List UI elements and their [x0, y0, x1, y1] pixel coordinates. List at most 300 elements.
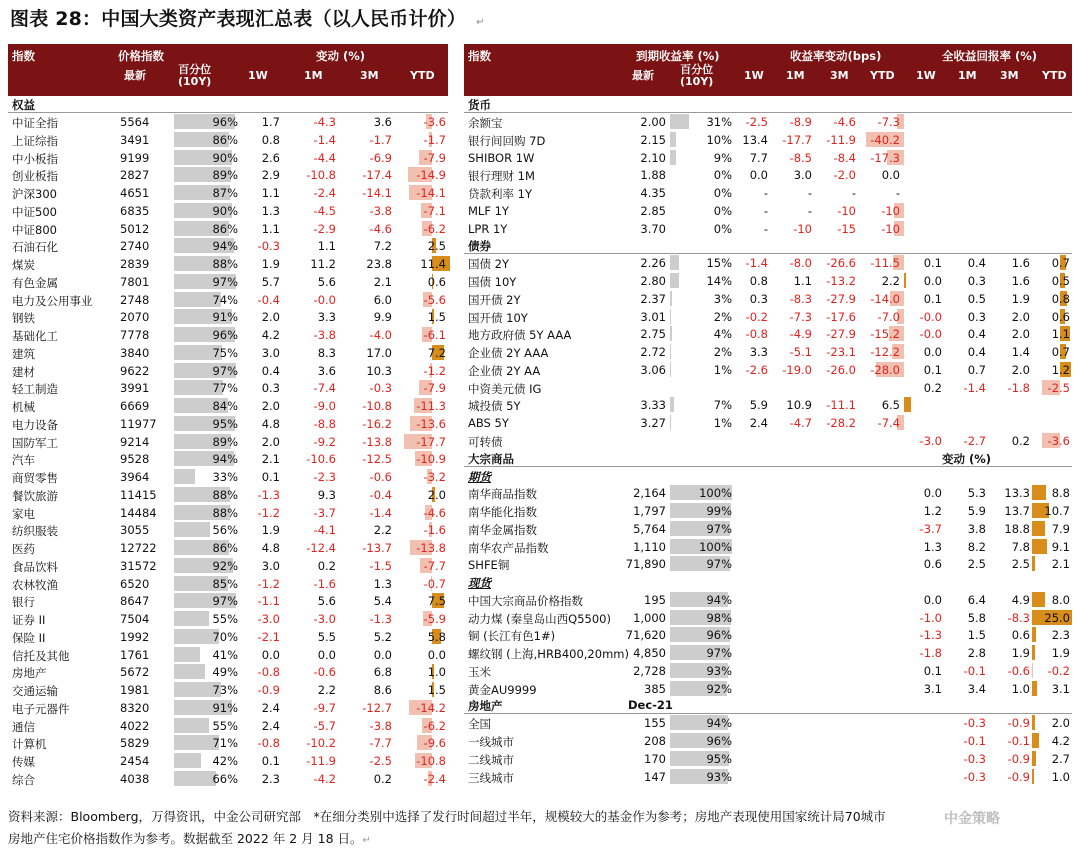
latest-value: 9528	[120, 452, 150, 467]
change-3m: -11.9	[826, 132, 856, 147]
change-1w: -1.2	[257, 505, 280, 520]
section-label: 债券	[468, 239, 491, 254]
section-header	[464, 697, 1072, 714]
watermark: 中金策略	[944, 811, 1000, 827]
header-ytd: YTD	[410, 69, 435, 82]
change-ytd: -7.4	[877, 416, 900, 430]
change-1m: -0.3	[963, 751, 986, 766]
change-1w: 1.1	[261, 186, 280, 200]
percentile-value: 3%	[713, 291, 732, 306]
table-row	[8, 202, 448, 220]
change-1m: 3.8	[967, 521, 986, 536]
percentile-value: 87%	[212, 186, 238, 200]
change-1m: -10.6	[306, 452, 336, 467]
change-1w: -2.5	[745, 115, 768, 129]
row-label: 医药	[12, 542, 35, 556]
latest-value: 2.72	[640, 345, 666, 359]
change-ytd: -10.9	[416, 452, 446, 467]
latest-value: 3.06	[640, 362, 666, 377]
change-1w: -0.8	[257, 736, 280, 751]
change-1w: -0.4	[257, 292, 280, 307]
change-ytd: 2.5	[427, 239, 446, 254]
table-row	[8, 504, 448, 522]
header-yield-change: 收益率变动(bps)	[790, 49, 882, 63]
table-row	[464, 220, 1072, 238]
change-3m: 1.3	[373, 576, 392, 591]
latest-value: 71,890	[625, 557, 666, 572]
change-ytd: 0.0	[881, 168, 900, 183]
change-1m: -0.1	[963, 663, 986, 678]
change-ytd: -0.7	[423, 576, 446, 591]
table-row	[464, 732, 1072, 750]
row-label: 可转债	[468, 434, 503, 449]
row-label: 中资美元债 IG	[468, 381, 542, 396]
table-row	[464, 591, 1072, 609]
change-3m: -17.4	[362, 168, 392, 183]
change-3m: -8.4	[833, 150, 856, 165]
change-ytd: -1.6	[423, 523, 446, 538]
latest-value: 2.75	[640, 327, 666, 342]
latest-value: 31572	[120, 558, 157, 573]
return-ytd: 0.7	[1051, 345, 1070, 359]
row-label: 黄金AU9999	[468, 682, 537, 697]
change-3m: -0.6	[1007, 663, 1030, 678]
change-1m: -11.9	[306, 754, 336, 768]
change-ytd: -0.2	[1047, 663, 1070, 678]
other-assets-table	[464, 44, 1072, 785]
footer-note	[8, 806, 1078, 852]
change-1w: -1.0	[919, 610, 942, 625]
return-3m: 2.0	[1011, 362, 1030, 377]
header-ytm: 到期收益率 (%)	[636, 49, 720, 63]
change-1w: -1.3	[919, 628, 942, 643]
table-row	[8, 450, 448, 468]
change-3m: -12.5	[362, 452, 392, 467]
table-row	[8, 308, 448, 326]
change-1m: -3.7	[313, 505, 336, 520]
table-row	[8, 575, 448, 593]
change-3m: -1.3	[369, 612, 392, 626]
change-1w: 2.1	[261, 452, 280, 467]
change-ytd: -10	[881, 221, 900, 236]
row-label: 动力煤 (秦皇岛山西Q5500)	[468, 611, 611, 626]
return-3m: 1.6	[1011, 256, 1030, 271]
percentile-value: 74%	[212, 292, 238, 307]
latest-value: 208	[644, 734, 666, 748]
row-label: 农林牧渔	[12, 577, 58, 592]
row-label: ABS 5Y	[468, 416, 509, 430]
percentile-value: 96%	[706, 734, 732, 748]
row-label: 国开债 2Y	[468, 292, 521, 307]
table-row	[464, 768, 1072, 786]
return-1m: 0.4	[967, 256, 986, 271]
latest-value: 11415	[120, 487, 157, 502]
change-ytd: -4.6	[423, 505, 446, 520]
change-3m: -4.6	[369, 221, 392, 236]
change-1m: 3.6	[317, 363, 336, 378]
latest-value: 9214	[120, 434, 150, 449]
change-1w: 2.4	[261, 700, 280, 715]
subsection-row	[464, 467, 1072, 485]
latest-value: 2.80	[640, 274, 666, 288]
latest-value: 2,164	[633, 486, 666, 501]
table-row	[464, 644, 1072, 662]
return-1w: -0.0	[919, 309, 942, 324]
change-ytd: -7.0	[877, 309, 900, 324]
return-1w: -0.0	[919, 327, 942, 342]
change-1m: -10	[793, 221, 812, 236]
row-label: 纺织服装	[12, 524, 58, 539]
table-row	[464, 396, 1072, 414]
change-1w: 1.1	[261, 221, 280, 236]
change-ytd: -10.8	[416, 754, 446, 768]
change-1m: 5.5	[317, 629, 336, 644]
change-ytd: -7.7	[423, 558, 446, 573]
change-ytd: 10.7	[1044, 504, 1070, 518]
table-row	[464, 662, 1072, 680]
return-1m: 0.3	[967, 309, 986, 324]
table-row	[8, 184, 448, 202]
percentile-value: 9%	[713, 150, 732, 165]
row-label: 上证综指	[12, 133, 58, 148]
change-3m: -2.5	[369, 754, 392, 768]
change-1m: -19.0	[782, 362, 812, 377]
table-row	[8, 433, 448, 451]
change-ytd: -6.2	[423, 221, 446, 236]
row-label: 证券 II	[12, 613, 46, 627]
change-1m: -1.4	[313, 132, 336, 147]
row-label: 电子元器件	[12, 701, 70, 716]
change-1w: 4.2	[261, 328, 280, 342]
header-percentile: 百分位 (10Y)	[178, 63, 212, 88]
return-3m: 1.9	[1011, 291, 1030, 306]
change-ytd: 11.4	[420, 257, 446, 271]
return-3m: 1.4	[1011, 345, 1030, 359]
change-ytd: -40.2	[870, 132, 900, 147]
header-latest: 最新	[632, 69, 654, 82]
change-ytd: -13.6	[416, 416, 446, 431]
change-1w: 2.6	[261, 150, 280, 165]
table-row	[8, 592, 448, 610]
change-3m: 4.9	[1011, 592, 1030, 607]
change-1m: 9.3	[317, 487, 336, 502]
change-1m: 1.1	[793, 274, 812, 288]
change-1m: -3.8	[313, 328, 336, 342]
change-1w: 1.7	[261, 115, 280, 129]
table-row	[8, 220, 448, 238]
row-label: 石油石化	[12, 240, 58, 255]
change-3m: -23.1	[826, 345, 856, 359]
row-label: 玉米	[468, 664, 491, 679]
percentile-value: 88%	[212, 487, 238, 502]
return-1w: 0.1	[923, 256, 942, 271]
change-ytd: -14.1	[416, 186, 446, 200]
latest-value: 5564	[120, 115, 150, 129]
change-3m: -28.2	[826, 416, 856, 430]
change-1w: 4.8	[261, 416, 280, 431]
percentile-value: 1%	[713, 362, 732, 377]
change-1w: 1.9	[261, 523, 280, 538]
return-1m: 0.7	[967, 362, 986, 377]
change-ytd: -7.9	[423, 150, 446, 165]
row-label: 中小板指	[12, 151, 58, 166]
row-label: 国债 2Y	[468, 257, 509, 272]
header-1m: 1M	[786, 69, 805, 82]
change-1m: 6.4	[967, 592, 986, 607]
row-label: 建材	[12, 364, 35, 379]
change-3m: 1.9	[1011, 646, 1030, 660]
row-label: 国防军工	[12, 435, 58, 450]
row-label: 家电	[12, 506, 35, 521]
change-1w: 0.0	[923, 592, 942, 607]
change-1m: -7.4	[313, 381, 336, 396]
header-latest: 最新	[124, 69, 146, 82]
change-1w: 2.4	[261, 718, 280, 733]
latest-value: 4.35	[640, 186, 666, 200]
latest-value: 9622	[120, 363, 150, 378]
row-label: 银行理财 1M	[468, 169, 535, 184]
table-row	[8, 237, 448, 255]
change-1w: 1.3	[923, 539, 942, 554]
section-equity: 权益	[8, 96, 448, 113]
change-3m: -13.8	[362, 434, 392, 449]
change-1m: -9.2	[313, 434, 336, 449]
change-1m: -1.6	[313, 576, 336, 591]
percentile-value: 96%	[212, 115, 238, 129]
change-3m: -1.7	[369, 132, 392, 147]
change-ytd: -17.7	[416, 434, 446, 449]
change-3m: -27.9	[826, 327, 856, 342]
change-1m: 5.9	[967, 504, 986, 518]
percentile-value: 95%	[212, 416, 238, 431]
percentile-value: 0%	[713, 168, 732, 183]
return-1m: 0.4	[967, 345, 986, 359]
latest-value: 2.37	[640, 291, 666, 306]
change-1m: -4.1	[313, 523, 336, 538]
change-ytd: -	[895, 186, 900, 200]
change-1w: 0.1	[261, 754, 280, 768]
change-3m: -13.2	[826, 274, 856, 288]
change-ytd: -13.8	[416, 541, 446, 555]
change-ytd: 1.5	[427, 310, 446, 325]
change-1m: 10.9	[786, 398, 812, 413]
percentile-value: 97%	[706, 521, 732, 536]
header-index: 指数	[12, 49, 35, 63]
row-label: 交通运输	[12, 684, 58, 698]
latest-value: 1992	[120, 629, 150, 644]
change-1m: -10.2	[306, 736, 336, 751]
footer-line-1: 资料来源：Bloomberg，万得资讯，中金公司研究部 *在细分类别中选择了发行时间超过半年，规模较大的基金作为参考；房地产表现使用国家统计局70城市	[8, 809, 886, 824]
change-1m: -12.4	[306, 541, 336, 555]
latest-value: 1761	[120, 647, 150, 662]
change-3m: -0.9	[1007, 769, 1030, 784]
table-row	[8, 681, 448, 699]
percentile-value: 88%	[212, 505, 238, 520]
change-1m: -4.7	[789, 416, 812, 430]
latest-value: 3840	[120, 345, 150, 360]
percentile-value: 75%	[212, 345, 238, 360]
change-ytd: -28.0	[870, 362, 900, 377]
table-row	[464, 680, 1072, 698]
change-1m: 1.1	[317, 239, 336, 254]
change-1m: -0.1	[963, 734, 986, 748]
table-row	[464, 555, 1072, 573]
change-ytd: 7.9	[1051, 521, 1070, 536]
percentile-value: 0%	[713, 221, 732, 236]
row-label: 传媒	[12, 755, 35, 769]
return-1w: 0.1	[923, 291, 942, 306]
latest-value: 195	[644, 592, 666, 607]
change-ytd: 4.2	[1051, 734, 1070, 748]
percentile-value: 66%	[212, 771, 238, 786]
percentile-value: 94%	[706, 716, 732, 731]
header-index: 指数	[468, 49, 491, 63]
change-1m: -4.9	[789, 327, 812, 342]
change-3m: 13.7	[1004, 504, 1030, 518]
change-1m: 2.5	[967, 557, 986, 572]
row-label: 食品饮料	[12, 559, 58, 574]
change-3m: 17.0	[366, 345, 392, 360]
row-label: 一线城市	[468, 735, 514, 749]
table-row	[8, 379, 448, 397]
latest-value: 5012	[120, 221, 150, 236]
change-ytd: -7.9	[423, 381, 446, 396]
change-1m: -0.6	[313, 665, 336, 680]
change-3m: 10.3	[366, 363, 392, 378]
table-row	[8, 628, 448, 646]
percentile-value: 85%	[212, 576, 238, 591]
change-1w: 0.1	[261, 470, 280, 484]
latest-value: 2748	[120, 292, 150, 307]
percentile-value: 2%	[713, 309, 732, 324]
row-label: 中证全指	[12, 116, 58, 130]
percentile-value: 86%	[212, 221, 238, 236]
table-row	[8, 273, 448, 291]
header-1w: 1W	[744, 69, 764, 82]
latest-value: 71,620	[625, 628, 666, 643]
change-1m: -7.3	[789, 309, 812, 324]
row-label: 南华商品指数	[468, 487, 537, 502]
change-1m: 5.6	[317, 274, 336, 289]
row-label: 综合	[12, 772, 35, 787]
change-1m: -5.1	[789, 345, 812, 359]
row-label: 地方政府债 5Y AAA	[468, 328, 572, 343]
change-1m: 3.0	[793, 168, 812, 183]
change-1w: 5.7	[261, 274, 280, 289]
table-row	[464, 361, 1072, 379]
percentile-value: 10%	[706, 132, 732, 147]
table-row	[8, 344, 448, 362]
latest-value: 5829	[120, 736, 150, 751]
change-ytd: -14.9	[416, 168, 446, 183]
latest-value: 147	[644, 769, 666, 784]
change-ytd: -11.5	[870, 256, 900, 271]
change-3m: -0.4	[369, 487, 392, 502]
change-ytd: -6.1	[423, 328, 446, 342]
row-label: 企业债 2Y AA	[468, 363, 541, 378]
change-ytd: 3.1	[1051, 681, 1070, 696]
percentile-value: 89%	[212, 434, 238, 449]
row-label: 建筑	[12, 346, 35, 361]
latest-value: 2.15	[640, 132, 666, 147]
change-1w: -3.7	[919, 521, 942, 536]
change-ytd: -2.4	[423, 771, 446, 786]
change-3m: -3.8	[369, 718, 392, 733]
change-1w: 1.3	[261, 203, 280, 218]
percentile-value: 92%	[212, 558, 238, 573]
latest-value: 2839	[120, 257, 150, 271]
header-1m: 1M	[304, 69, 323, 82]
change-ytd: 5.8	[427, 629, 446, 644]
table-row	[464, 131, 1072, 149]
return-3m: 1.6	[1011, 274, 1030, 288]
change-ytd: 8.8	[1051, 486, 1070, 501]
row-label: SHIBOR 1W	[468, 150, 535, 165]
percentile-value: 98%	[706, 610, 732, 625]
change-3m: 0.6	[1011, 628, 1030, 643]
change-3m: 6.0	[373, 292, 392, 307]
change-1m: -0.3	[963, 769, 986, 784]
change-ytd: 7.2	[427, 345, 446, 360]
page-title: 图表 28：中国大类资产表现汇总表（以人民币计价） ↵	[10, 8, 485, 30]
row-label: 轻工制造	[12, 382, 58, 397]
row-label: 煤炭	[12, 258, 35, 272]
change-ytd: -14.2	[416, 700, 446, 715]
change-3m: -17.6	[826, 309, 856, 324]
change-3m: -1.4	[369, 505, 392, 520]
change-ytd: 1.5	[427, 683, 446, 697]
row-label: SHFE铜	[468, 558, 510, 573]
other-assets-body	[464, 96, 1072, 785]
return-1m: 0.5	[967, 291, 986, 306]
latest-value: 3.27	[640, 416, 666, 430]
percentile-value: 90%	[212, 203, 238, 218]
return-ytd: -2.5	[1047, 380, 1070, 395]
change-1w: 7.7	[749, 150, 768, 165]
row-label: 信托及其他	[12, 648, 70, 663]
latest-value: 2740	[120, 239, 150, 254]
table-row	[464, 414, 1072, 432]
percentile-value: 97%	[212, 274, 238, 289]
table-row	[464, 149, 1072, 167]
return-3m: 2.0	[1011, 309, 1030, 324]
change-1w: -0.8	[257, 665, 280, 680]
change-1m: 5.6	[317, 594, 336, 609]
row-label: 电力及公用事业	[12, 293, 93, 308]
change-1w: 0.6	[923, 557, 942, 572]
percentile-value: 56%	[212, 523, 238, 538]
percentile-value: 91%	[212, 700, 238, 715]
change-1w: 2.4	[749, 416, 768, 430]
return-ytd: -3.6	[1047, 433, 1070, 448]
percentile-value: 93%	[706, 769, 732, 784]
change-1w: -3.0	[257, 612, 280, 626]
change-1m: 8.2	[967, 539, 986, 554]
row-label: 国开债 10Y	[468, 310, 528, 325]
change-1w: -0.9	[257, 683, 280, 697]
percentile-value: 90%	[212, 150, 238, 165]
row-label: 三线城市	[468, 770, 514, 785]
table-row	[464, 432, 1072, 450]
change-ytd: -7.3	[877, 115, 900, 129]
return-1m: -2.7	[963, 433, 986, 448]
change-1m: -4.3	[313, 115, 336, 129]
change-1w: 0.3	[749, 291, 768, 306]
change-1w: -	[763, 203, 768, 218]
percentile-value: 96%	[706, 628, 732, 643]
change-3m: -11.1	[826, 398, 856, 413]
change-3m: -26.6	[826, 256, 856, 271]
